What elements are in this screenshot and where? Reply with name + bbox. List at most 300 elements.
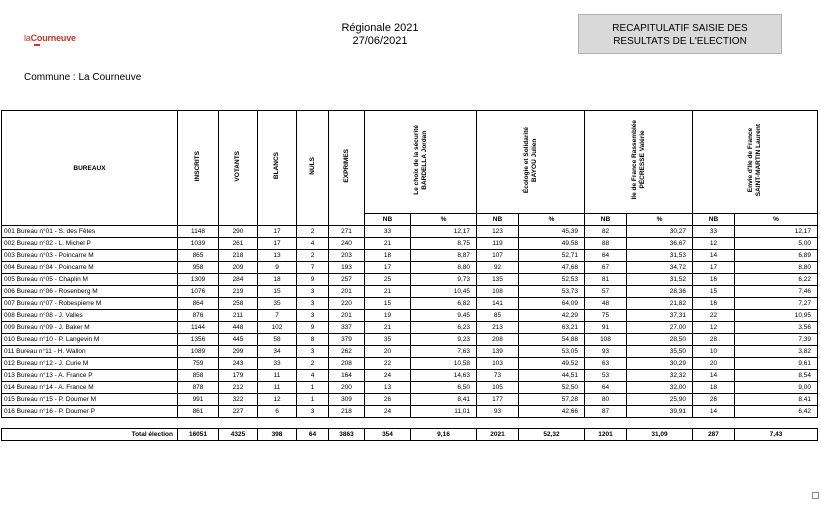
cell-blancs: 18 [258, 274, 297, 286]
cell-exprimes: 379 [329, 334, 365, 346]
cell-pct-1: 10,58 [411, 358, 477, 370]
sub-header-nb: NB [477, 214, 519, 226]
cell-nb-3: 48 [585, 298, 627, 310]
table-row [2, 322, 818, 334]
cell-blancs: 6 [258, 406, 297, 418]
cell-nb-4: 12 [693, 322, 735, 334]
cell-nb-3: 91 [585, 322, 627, 334]
cell-blancs: 13 [258, 250, 297, 262]
recap-box [578, 14, 782, 54]
cell-nb-1: 21 [365, 322, 411, 334]
la-courneuve-logo [24, 33, 76, 43]
cell-inscrits: 991 [178, 394, 219, 406]
cell-blancs: 17 [258, 238, 297, 250]
col-header-exprimes-text: EXPRIMES [342, 149, 350, 183]
cell-exprimes: 257 [329, 274, 365, 286]
cell-exprimes: 271 [329, 226, 365, 238]
sub-header-pct: % [411, 214, 477, 226]
cell-votants: 209 [219, 262, 258, 274]
cell-pct-4: 6,22 [735, 274, 818, 286]
cell-nuls: 3 [297, 286, 329, 298]
cell-blancs: 33 [258, 358, 297, 370]
candidate-4-name: SAINT-MARTIN Laurent [755, 123, 762, 197]
cell-votants: 448 [219, 322, 258, 334]
cell-blancs: 7 [258, 310, 297, 322]
cell-pct-4: 3,56 [735, 322, 818, 334]
cell-inscrits: 1089 [178, 346, 219, 358]
cell-pct-2: 64,09 [519, 298, 585, 310]
total-exprimes: 3863 [329, 429, 365, 441]
cell-pct-4: 7,27 [735, 298, 818, 310]
cell-nb-2: 141 [477, 298, 519, 310]
cell-pct-1: 7,63 [411, 346, 477, 358]
table-row [2, 310, 818, 322]
cell-nb-1: 35 [365, 334, 411, 346]
cell-nb-4: 10 [693, 346, 735, 358]
cell-nb-4: 26 [693, 394, 735, 406]
cell-nb-4: 14 [693, 370, 735, 382]
cell-pct-1: 8,87 [411, 250, 477, 262]
cell-blancs: 17 [258, 226, 297, 238]
cell-nb-4: 16 [693, 298, 735, 310]
bureau-name: 015 Bureau n°15 - P. Doumer M [2, 394, 178, 406]
cell-pct-3: 37,31 [627, 310, 693, 322]
cell-pct-4: 6,89 [735, 250, 818, 262]
cell-nuls: 9 [297, 274, 329, 286]
cell-blancs: 58 [258, 334, 297, 346]
col-header-blancs [258, 111, 297, 226]
bureau-name: 005 Bureau n°05 - Chaplin M [2, 274, 178, 286]
cell-nb-1: 24 [365, 406, 411, 418]
col-header-inscrits-text: INSCRITS [194, 150, 201, 182]
cell-votants: 218 [219, 250, 258, 262]
cell-nb-4: 22 [693, 310, 735, 322]
table-row [2, 250, 818, 262]
candidate-2-name: BAYOU Julien [530, 138, 538, 182]
cell-nb-1: 22 [365, 358, 411, 370]
table-row [2, 394, 818, 406]
total-pct-4: 7,43 [735, 429, 818, 441]
commune-label: Commune : La Courneuve [24, 72, 142, 83]
cell-pct-3: 30,27 [627, 226, 693, 238]
bureau-name: 016 Bureau n°16 - P. Doumer P [2, 406, 178, 418]
cell-nb-3: 67 [585, 262, 627, 274]
cell-votants: 219 [219, 286, 258, 298]
cell-pct-1: 8,80 [411, 262, 477, 274]
cell-pct-3: 31,53 [627, 250, 693, 262]
cell-nb-3: 53 [585, 370, 627, 382]
cell-pct-3: 30,29 [627, 358, 693, 370]
cell-nb-2: 177 [477, 394, 519, 406]
cell-blancs: 9 [258, 262, 297, 274]
col-header-inscrits [178, 111, 219, 226]
cell-pct-1: 11,01 [411, 406, 477, 418]
cell-inscrits: 958 [178, 262, 219, 274]
cell-pct-4: 6,42 [735, 406, 818, 418]
cell-inscrits: 861 [178, 406, 219, 418]
cell-pct-4: 8,54 [735, 370, 818, 382]
cell-pct-3: 21,82 [627, 298, 693, 310]
cell-pct-2: 42,29 [519, 310, 585, 322]
cell-votants: 212 [219, 382, 258, 394]
cell-pct-1: 6,50 [411, 382, 477, 394]
cell-pct-3: 27,00 [627, 322, 693, 334]
cell-exprimes: 201 [329, 286, 365, 298]
cell-nb-3: 81 [585, 274, 627, 286]
cell-nuls: 2 [297, 226, 329, 238]
cell-pct-3: 28,36 [627, 286, 693, 298]
cell-pct-1: 9,73 [411, 274, 477, 286]
cell-inscrits: 876 [178, 310, 219, 322]
cell-pct-3: 39,91 [627, 406, 693, 418]
cell-votants: 227 [219, 406, 258, 418]
cell-nuls: 3 [297, 310, 329, 322]
col-header-votants [219, 111, 258, 226]
candidate-4-list: Envie d'Ile de France [747, 127, 754, 193]
cell-votants: 322 [219, 394, 258, 406]
cell-pct-2: 52,50 [519, 382, 585, 394]
cell-pct-4: 8,80 [735, 262, 818, 274]
sub-header-pct: % [627, 214, 693, 226]
logo-name: Courneuve [30, 33, 76, 43]
cell-nb-4: 16 [693, 274, 735, 286]
cell-pct-4: 9,00 [735, 382, 818, 394]
table-row [2, 226, 818, 238]
total-nb-3: 1201 [585, 429, 627, 441]
cell-pct-4: 8,41 [735, 394, 818, 406]
cell-votants: 261 [219, 238, 258, 250]
bureau-name: 013 Bureau n°13 - A. France P [2, 370, 178, 382]
cell-blancs: 11 [258, 370, 297, 382]
candidate-3-name: PÉCRESSE Valérie [638, 130, 646, 190]
cell-pct-4: 9,61 [735, 358, 818, 370]
cell-nb-3: 82 [585, 226, 627, 238]
col-header-candidate-3 [585, 111, 693, 214]
cell-pct-3: 34,72 [627, 262, 693, 274]
recap-line-2: RESULTATS DE L'ELECTION [613, 36, 747, 47]
total-votants: 4325 [219, 429, 258, 441]
cell-nuls: 1 [297, 394, 329, 406]
cell-nb-2: 85 [477, 310, 519, 322]
cell-pct-2: 49,52 [519, 358, 585, 370]
cell-nb-3: 88 [585, 238, 627, 250]
cell-pct-3: 31,52 [627, 274, 693, 286]
cell-votants: 290 [219, 226, 258, 238]
cell-exprimes: 337 [329, 322, 365, 334]
cell-nb-3: 87 [585, 406, 627, 418]
cell-pct-2: 63,21 [519, 322, 585, 334]
cell-exprimes: 203 [329, 250, 365, 262]
cell-pct-1: 14,63 [411, 370, 477, 382]
candidate-1-name: BARDELLA Jordan [420, 130, 428, 190]
cell-blancs: 15 [258, 286, 297, 298]
cell-pct-2: 47,68 [519, 262, 585, 274]
total-nuls: 64 [297, 429, 329, 441]
cell-nb-4: 20 [693, 358, 735, 370]
cell-nuls: 8 [297, 334, 329, 346]
cell-pct-3: 35,50 [627, 346, 693, 358]
total-nb-1: 354 [365, 429, 411, 441]
table-row [2, 346, 818, 358]
col-header-votants-text: VOTANTS [234, 150, 241, 182]
total-blancs: 398 [258, 429, 297, 441]
cell-pct-1: 6,82 [411, 298, 477, 310]
cell-pct-4: 7,39 [735, 334, 818, 346]
table-row [2, 298, 818, 310]
cell-nb-1: 33 [365, 226, 411, 238]
col-header-candidate-4 [693, 111, 818, 214]
cell-nb-2: 108 [477, 286, 519, 298]
cell-pct-4: 12,17 [735, 226, 818, 238]
bureau-name: 006 Bureau n°06 - Rosenberg M [2, 286, 178, 298]
col-header-blancs-text: BLANCS [273, 152, 280, 180]
cell-inscrits: 1039 [178, 238, 219, 250]
cell-nb-3: 64 [585, 382, 627, 394]
cell-pct-3: 36,67 [627, 238, 693, 250]
sub-header-nb: NB [693, 214, 735, 226]
bureau-name: 014 Bureau n°14 - A. France M [2, 382, 178, 394]
cell-pct-1: 12,17 [411, 226, 477, 238]
cell-blancs: 34 [258, 346, 297, 358]
table-row [2, 262, 818, 274]
total-pct-2: 52,32 [519, 429, 585, 441]
cell-inscrits: 865 [178, 250, 219, 262]
bureau-name: 002 Bureau n°02 - L. Michel P [2, 238, 178, 250]
cell-nb-1: 24 [365, 370, 411, 382]
cell-nb-3: 93 [585, 346, 627, 358]
cell-nb-1: 20 [365, 346, 411, 358]
bureau-name: 011 Bureau n°11 - H. Wallon [2, 346, 178, 358]
total-row [2, 429, 818, 441]
col-header-bureaux: BUREAUX [2, 111, 178, 226]
cell-nb-2: 103 [477, 358, 519, 370]
table-row [2, 406, 818, 418]
cell-nb-3: 63 [585, 358, 627, 370]
col-header-candidate-1 [365, 111, 477, 214]
cell-nuls: 4 [297, 238, 329, 250]
logo-prefix: la [24, 33, 31, 43]
col-header-nuls [297, 111, 329, 226]
sub-header-pct: % [519, 214, 585, 226]
cell-pct-3: 28,50 [627, 334, 693, 346]
bureau-name: 012 Bureau n°12 - J. Curie M [2, 358, 178, 370]
total-pct-1: 9,16 [411, 429, 477, 441]
cell-pct-2: 57,28 [519, 394, 585, 406]
total-inscrits: 16051 [178, 429, 219, 441]
col-header-nuls-text: NULS [308, 157, 316, 175]
recap-line-1: RECAPITULATIF SAISIE DES [612, 23, 748, 34]
cell-exprimes: 200 [329, 382, 365, 394]
cell-nb-1: 26 [365, 394, 411, 406]
cell-nb-1: 18 [365, 250, 411, 262]
cell-nb-4: 14 [693, 406, 735, 418]
cell-nb-1: 17 [365, 262, 411, 274]
cell-nuls: 7 [297, 262, 329, 274]
logo-underline [34, 44, 40, 46]
cell-nb-4: 15 [693, 286, 735, 298]
bureau-name: 004 Bureau n°04 - Poincarre M [2, 262, 178, 274]
cell-votants: 299 [219, 346, 258, 358]
cell-exprimes: 220 [329, 298, 365, 310]
cell-pct-4: 5,00 [735, 238, 818, 250]
total-label: Total élection [2, 429, 178, 441]
col-header-exprimes [329, 111, 365, 226]
cell-exprimes: 193 [329, 262, 365, 274]
cell-votants: 179 [219, 370, 258, 382]
bureau-name: 003 Bureau n°03 - Poincarre M [2, 250, 178, 262]
election-title [300, 22, 460, 48]
cell-pct-2: 53,73 [519, 286, 585, 298]
cell-nb-4: 28 [693, 334, 735, 346]
candidate-2-list: Écologie et Solidarité [522, 126, 530, 194]
cell-exprimes: 309 [329, 394, 365, 406]
cell-exprimes: 164 [329, 370, 365, 382]
cell-pct-3: 32,32 [627, 370, 693, 382]
cell-nuls: 9 [297, 322, 329, 334]
cell-pct-2: 42,66 [519, 406, 585, 418]
cell-blancs: 102 [258, 322, 297, 334]
cell-inscrits: 1148 [178, 226, 219, 238]
cell-exprimes: 262 [329, 346, 365, 358]
cell-pct-2: 44,51 [519, 370, 585, 382]
cell-pct-4: 10,95 [735, 310, 818, 322]
cell-pct-1: 8,75 [411, 238, 477, 250]
cell-pct-3: 32,00 [627, 382, 693, 394]
cell-nb-4: 14 [693, 250, 735, 262]
cell-nb-4: 12 [693, 238, 735, 250]
bureau-name: 007 Bureau n°07 - Robespierre M [2, 298, 178, 310]
cell-pct-3: 25,90 [627, 394, 693, 406]
candidate-3-list: Ile de France Rassemblée [630, 120, 638, 200]
cell-nb-4: 18 [693, 382, 735, 394]
results-table [1, 110, 818, 441]
cell-inscrits: 858 [178, 370, 219, 382]
bureau-name: 008 Bureau n°08 - J. Valles [2, 310, 178, 322]
cell-nb-3: 80 [585, 394, 627, 406]
total-nb-2: 2021 [477, 429, 519, 441]
cell-pct-4: 3,82 [735, 346, 818, 358]
cell-pct-1: 9,23 [411, 334, 477, 346]
table-row [2, 370, 818, 382]
cell-nuls: 3 [297, 298, 329, 310]
cell-nb-3: 75 [585, 310, 627, 322]
cell-votants: 243 [219, 358, 258, 370]
cell-pct-2: 53,05 [519, 346, 585, 358]
cell-blancs: 12 [258, 394, 297, 406]
cell-inscrits: 759 [178, 358, 219, 370]
total-nb-4: 287 [693, 429, 735, 441]
cell-inscrits: 1309 [178, 274, 219, 286]
table-row [2, 286, 818, 298]
cell-votants: 211 [219, 310, 258, 322]
cell-blancs: 35 [258, 298, 297, 310]
cell-nb-2: 135 [477, 274, 519, 286]
cell-nb-1: 13 [365, 382, 411, 394]
cell-nb-3: 57 [585, 286, 627, 298]
cell-nb-2: 73 [477, 370, 519, 382]
sub-header-nb: NB [585, 214, 627, 226]
results-footer [2, 418, 818, 441]
cell-inscrits: 864 [178, 298, 219, 310]
cell-exprimes: 218 [329, 406, 365, 418]
cell-nb-2: 123 [477, 226, 519, 238]
sub-header-nb: NB [365, 214, 411, 226]
cell-inscrits: 878 [178, 382, 219, 394]
election-name: Régionale 2021 [341, 22, 419, 34]
cell-pct-2: 52,71 [519, 250, 585, 262]
col-header-candidate-2 [477, 111, 585, 214]
cell-nb-1: 15 [365, 298, 411, 310]
cell-nuls: 4 [297, 370, 329, 382]
cell-nb-1: 21 [365, 286, 411, 298]
cell-pct-2: 45,39 [519, 226, 585, 238]
cell-inscrits: 1144 [178, 322, 219, 334]
cell-nb-3: 64 [585, 250, 627, 262]
cell-inscrits: 1356 [178, 334, 219, 346]
cell-nb-4: 33 [693, 226, 735, 238]
cell-votants: 258 [219, 298, 258, 310]
cell-pct-1: 9,45 [411, 310, 477, 322]
cell-pct-1: 10,45 [411, 286, 477, 298]
spacer-row [2, 418, 818, 429]
cell-nuls: 1 [297, 382, 329, 394]
results-body [2, 226, 818, 418]
corner-marker [812, 492, 819, 499]
cell-nb-2: 105 [477, 382, 519, 394]
table-row [2, 334, 818, 346]
table-row [2, 274, 818, 286]
cell-nb-2: 107 [477, 250, 519, 262]
cell-nb-3: 108 [585, 334, 627, 346]
cell-nb-1: 25 [365, 274, 411, 286]
cell-pct-1: 8,41 [411, 394, 477, 406]
bureau-name: 009 Bureau n°09 - J. Baker M [2, 322, 178, 334]
cell-nuls: 3 [297, 346, 329, 358]
table-row [2, 358, 818, 370]
cell-pct-2: 54,88 [519, 334, 585, 346]
cell-nuls: 2 [297, 358, 329, 370]
cell-votants: 445 [219, 334, 258, 346]
cell-nuls: 2 [297, 250, 329, 262]
election-date: 27/06/2021 [352, 35, 408, 47]
cell-pct-2: 49,58 [519, 238, 585, 250]
sub-header-pct: % [735, 214, 818, 226]
cell-inscrits: 1076 [178, 286, 219, 298]
cell-nb-2: 119 [477, 238, 519, 250]
candidate-1-list: Le choix de la sécurité [412, 125, 420, 195]
cell-nb-2: 139 [477, 346, 519, 358]
cell-votants: 284 [219, 274, 258, 286]
bureau-name: 001 Bureau n°01 - S. des Fêtes [2, 226, 178, 238]
cell-nuls: 3 [297, 406, 329, 418]
cell-nb-2: 92 [477, 262, 519, 274]
total-pct-3: 31,09 [627, 429, 693, 441]
cell-nb-2: 208 [477, 334, 519, 346]
cell-exprimes: 240 [329, 238, 365, 250]
cell-exprimes: 208 [329, 358, 365, 370]
cell-pct-2: 52,53 [519, 274, 585, 286]
cell-nb-4: 17 [693, 262, 735, 274]
cell-blancs: 11 [258, 382, 297, 394]
table-row [2, 382, 818, 394]
cell-exprimes: 201 [329, 310, 365, 322]
table-row [2, 238, 818, 250]
cell-nb-2: 213 [477, 322, 519, 334]
cell-nb-1: 19 [365, 310, 411, 322]
cell-nb-2: 93 [477, 406, 519, 418]
cell-pct-4: 7,46 [735, 286, 818, 298]
bureau-name: 010 Bureau n°10 - P. Langevin M [2, 334, 178, 346]
